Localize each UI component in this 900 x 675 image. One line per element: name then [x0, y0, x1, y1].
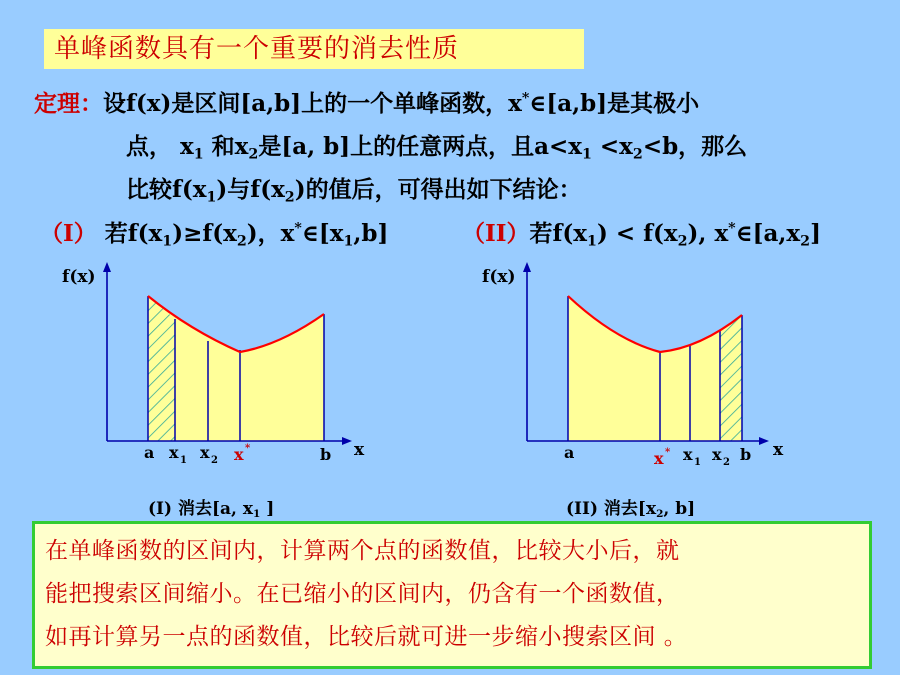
- fig1-hatched-region: [148, 296, 175, 441]
- sub-2: 2: [248, 146, 259, 163]
- fig2-tick-x2: x: [712, 445, 722, 464]
- sub-1: 1: [587, 233, 597, 250]
- fig2-tick-x1: x: [683, 445, 693, 464]
- fig1-xlabel: x: [354, 440, 365, 460]
- conclusion-box: [32, 521, 872, 669]
- fig1-tick-x1: x: [169, 443, 179, 462]
- fig2-tick-b: b: [740, 445, 752, 464]
- slide-title: 单峰函数具有一个重要的消去性质: [44, 29, 584, 69]
- conclusion-line1: 在单峰函数的区间内，计算两个点的函数值，比较大小后，就: [45, 538, 680, 564]
- sub-2: 2: [800, 233, 811, 250]
- fig1-tick-x2: x: [200, 443, 210, 462]
- theorem-line2d: <x: [591, 133, 633, 160]
- fig2-caption-b: , b]: [663, 499, 696, 519]
- sub-1: 1: [581, 146, 592, 163]
- case-1-num: （I）: [40, 220, 97, 247]
- star-sup: *: [294, 220, 302, 237]
- fig1-caption-b: ]: [260, 499, 275, 519]
- conclusion-line2: 能把搜索区间缩小。在已缩小的区间内，仍含有一个函数值，: [45, 581, 680, 607]
- theorem-line3a: 比较f(x: [126, 176, 207, 203]
- case-2-e: ]: [810, 220, 821, 247]
- fig2-y-arrow: [523, 262, 531, 272]
- fig2-tick-x2-sub: 2: [723, 457, 730, 468]
- sub-2: 2: [284, 189, 295, 206]
- fig2-tick-xstar: x: [654, 449, 664, 468]
- theorem-line2b: 和x: [203, 133, 249, 160]
- figure-1: [62, 262, 365, 466]
- fig1-y-arrow: [103, 262, 111, 272]
- fig1-tick-x1-sub: 1: [180, 455, 187, 466]
- theorem-line2a: 点， x: [126, 133, 194, 160]
- theorem-line2e: <b，那么: [642, 133, 748, 160]
- fig1-caption-a: (I) 消去[a, x: [148, 499, 253, 519]
- fig1-tick-a: a: [144, 443, 155, 462]
- case-2-a: 若f(x: [529, 220, 588, 247]
- fig1-caption: [148, 494, 274, 519]
- case-1-c: )，x: [246, 220, 295, 247]
- case-2-d: ∈[a,x: [735, 220, 801, 247]
- fig1-tick-xstar: x: [234, 445, 244, 464]
- theorem-line1b: ∈[a,b]是其极小: [529, 90, 700, 117]
- sub-1: 1: [206, 189, 217, 206]
- fig1-tick-xstar-sup: *: [245, 443, 251, 454]
- sub-2: 2: [236, 233, 247, 250]
- sub-1: 1: [162, 233, 173, 250]
- fig1-tick-x2-sub: 2: [211, 455, 218, 466]
- case-1-e: ,b]: [353, 220, 389, 247]
- fig2-ylabel: f(x): [482, 267, 516, 287]
- case-2-c: ), x: [687, 220, 729, 247]
- sub-2: 2: [677, 233, 688, 250]
- fig2-tick-xstar-sup: *: [665, 447, 671, 458]
- fig2-tick-x1-sub: 1: [694, 457, 701, 468]
- case-1-a: 若f(x: [96, 220, 163, 247]
- conclusion-line3: 如再计算另一点的函数值，比较后就可进一步缩小搜索区间 。: [45, 624, 688, 650]
- fig1-ylabel: f(x): [62, 267, 96, 287]
- case-2-num: （II）: [462, 220, 530, 247]
- theorem-line2c: 是[a, b]上的任意两点，且a<x: [258, 133, 582, 160]
- fig2-tick-a: a: [564, 443, 575, 462]
- sub-1: 1: [193, 146, 204, 163]
- fig1-tick-b: b: [320, 445, 332, 464]
- theorem-line3b: )与f(x: [216, 176, 285, 203]
- fig2-caption-a: (II) 消去[x: [566, 499, 657, 519]
- sub-1: 1: [253, 508, 261, 521]
- case-1-b: )≥f(x: [172, 220, 237, 247]
- figure-2: [482, 262, 784, 468]
- fig2-xlabel: x: [773, 440, 784, 460]
- sub-2: 2: [656, 508, 664, 521]
- theorem-label: 定理：: [34, 90, 103, 117]
- theorem-line1a: 设f(x)是区间[a,b]上的一个单峰函数，x: [103, 90, 522, 117]
- case-1-d: ∈[x: [301, 220, 344, 247]
- fig2-x-arrow: [759, 437, 769, 445]
- fig2-hatched-region: [720, 315, 742, 441]
- case-2-b: ) < f(x: [596, 220, 678, 247]
- star-sup: *: [521, 90, 530, 107]
- fig2-caption: [566, 494, 695, 519]
- sub-1: 1: [343, 233, 354, 250]
- fig1-x-arrow: [342, 437, 352, 445]
- theorem-line3c: )的值后，可得出如下结论：: [294, 176, 582, 203]
- star-sup: *: [728, 220, 736, 237]
- sub-2: 2: [632, 146, 643, 163]
